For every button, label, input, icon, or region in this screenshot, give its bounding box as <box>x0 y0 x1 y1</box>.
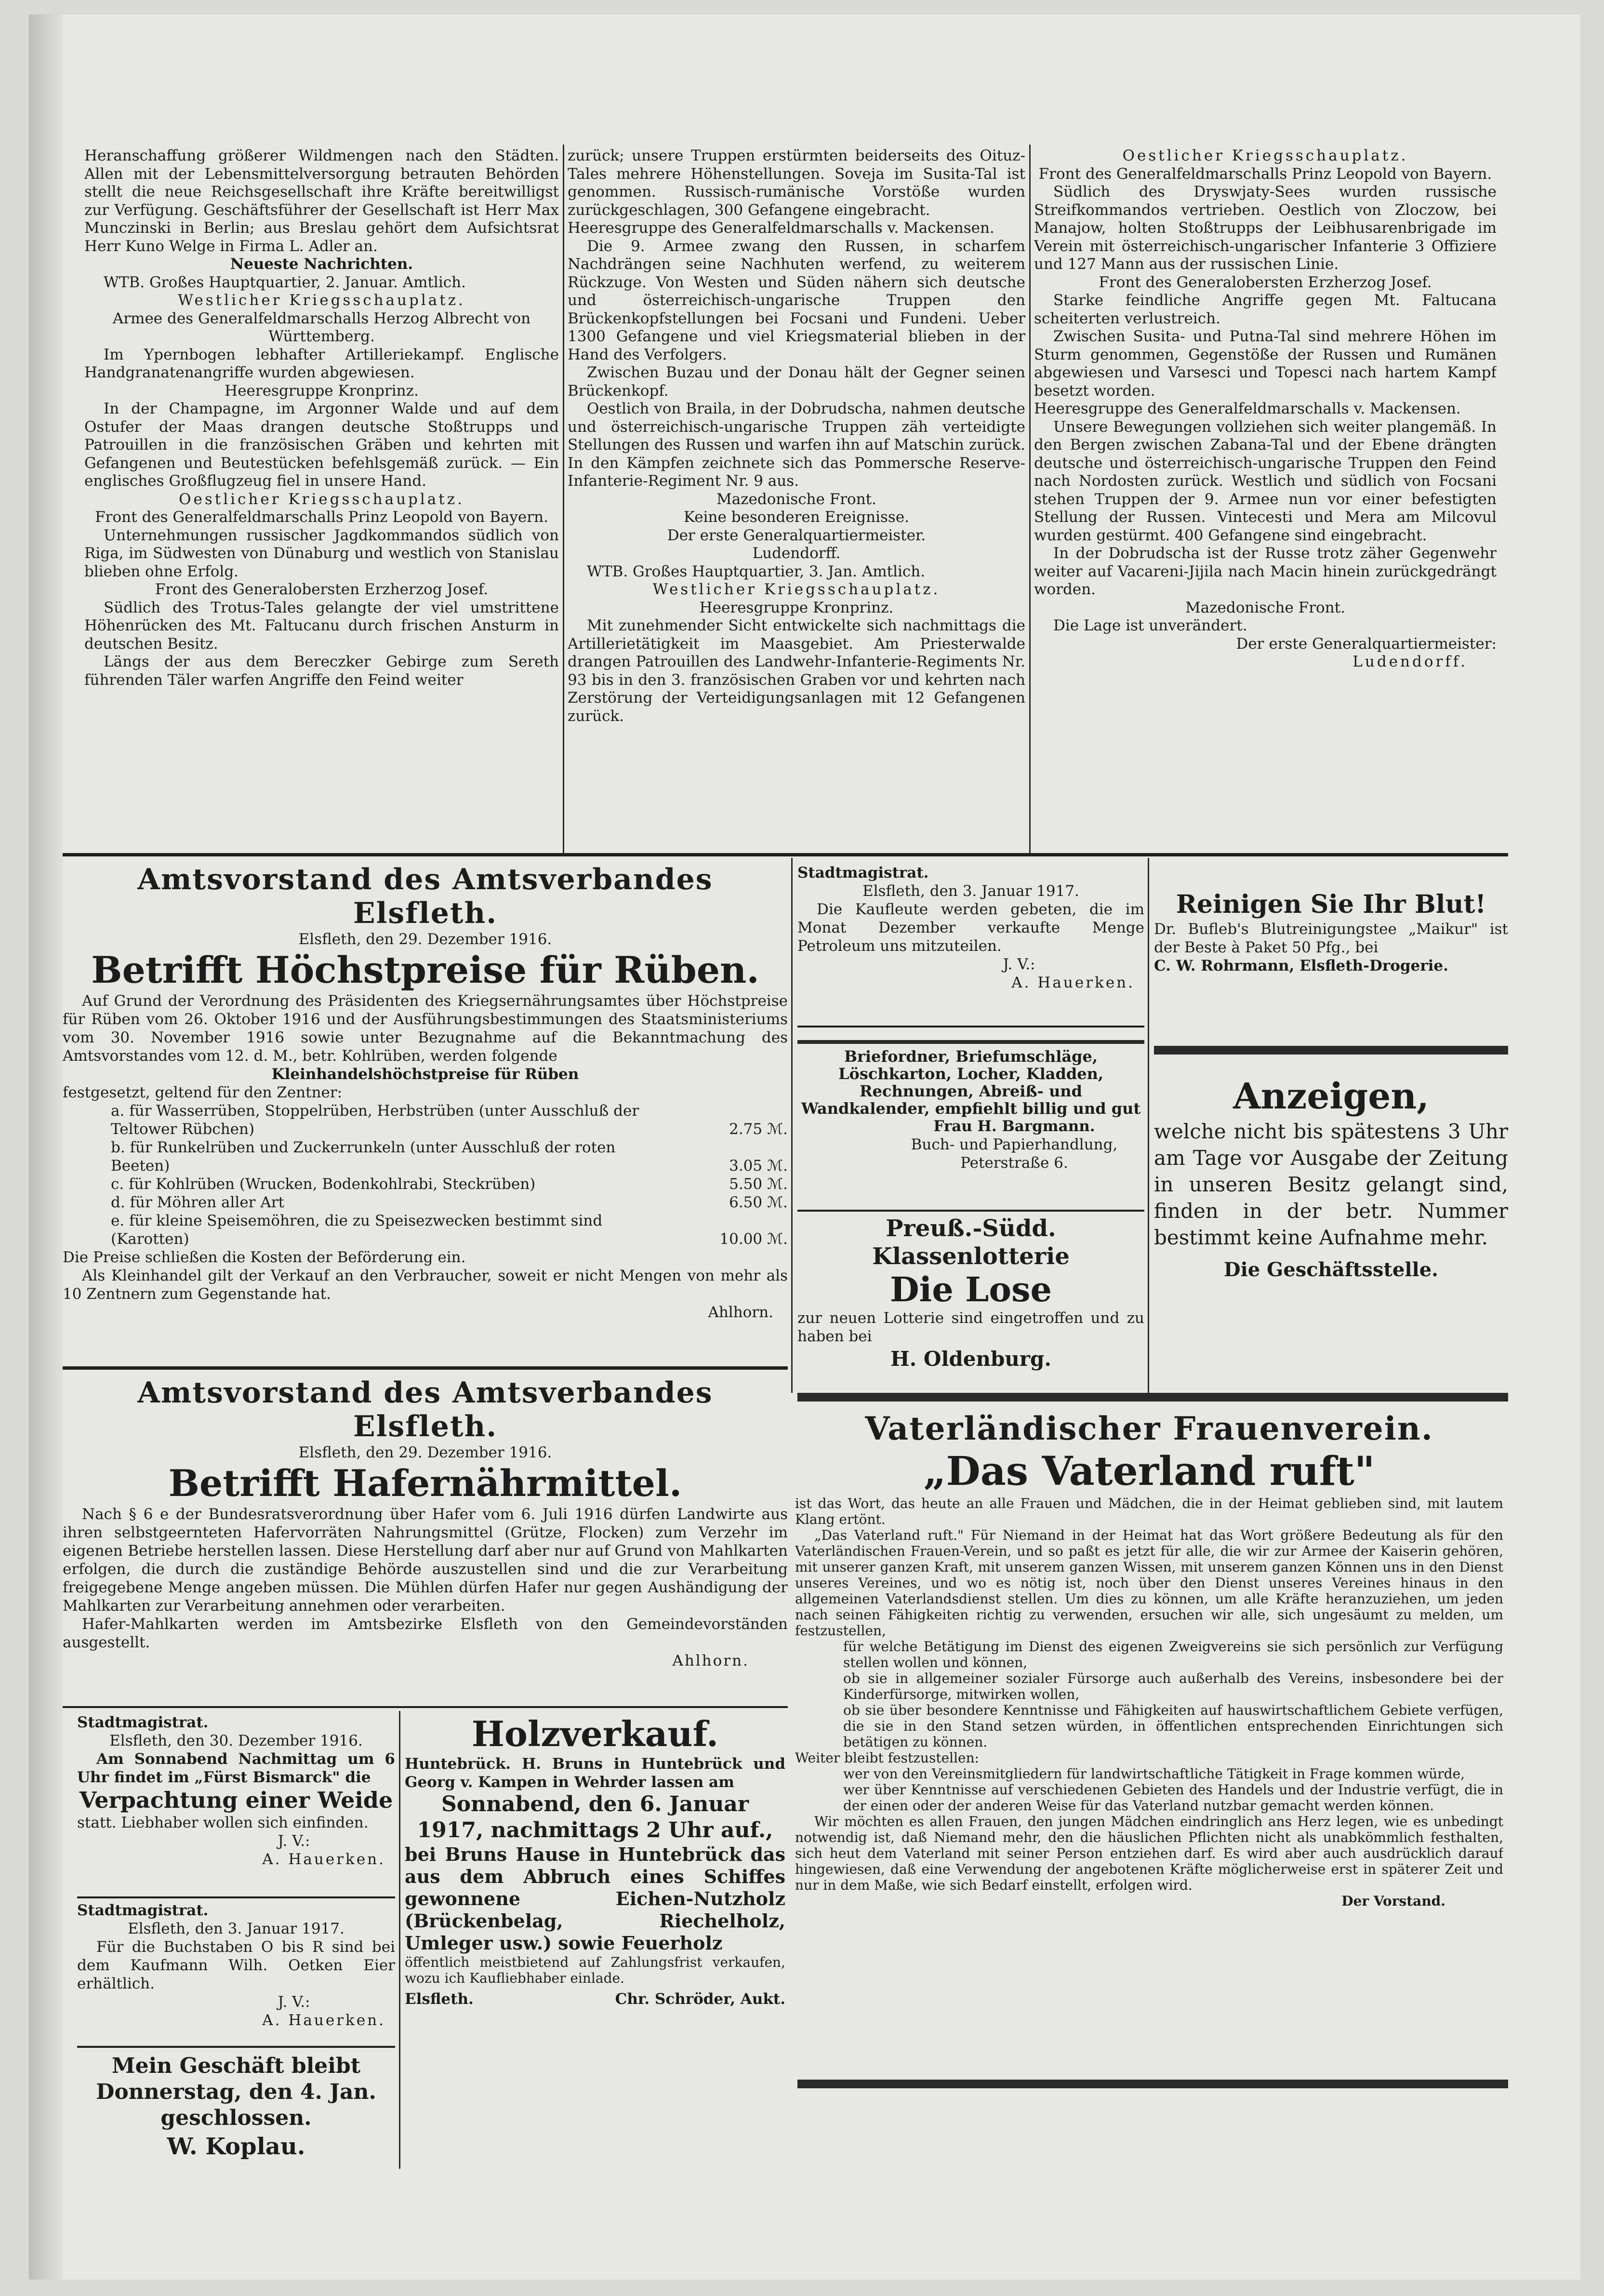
price-label: d. für Möhren aller Art <box>111 1194 285 1211</box>
signature: Chr. Schröder, Aukt. <box>615 1990 785 2008</box>
ad-text: zur neuen Lotterie sind eingetroffen und zu haben bei <box>797 1309 1144 1345</box>
notice-text: wer über Kenntnisse auf verschiedenen Gebieten des Handels und der Industrie verfügt, die in der einen oder der anderen Weise für das Vaterland nutzbar gemacht werden können. <box>843 1782 1503 1814</box>
notice-header: Stadtmagistrat. <box>797 864 929 881</box>
price-list <box>63 1102 788 1248</box>
price-row <box>111 1175 788 1193</box>
signature: Ludendorff. <box>1352 653 1468 670</box>
article-text: Keine besonderen Ereignisse. <box>683 508 910 526</box>
subheading: Mazedonische Front. <box>1185 599 1345 616</box>
signature: A. Hauerken. <box>262 2012 385 2029</box>
ad-rule <box>797 1210 1144 1212</box>
article-text: Unsere Bewegungen vollziehen sich weiter plangemäß. In den Bergen zwischen Zabana-Tal und der Ebene drängten deutsche und österreichisch-ungarische Truppen den Feind nach Nordosten zurück. Westlich und südlich von Focsani stehen Truppen der 9. Armee nun vor einer befestigten Stellung der Russen. Vintecesti und Mera am Milcovul wurden gestürmt. 400 Gefangene sind eingebracht. <box>1034 418 1497 544</box>
article-text: Die 9. Armee zwang den Russen, in scharfem Nachdrängen seine Nachhuten werfend, zu weiterem Rückzuge. Von Westen und Süden nähern sich deutsche und österreichisch-ungarische Truppen den Brückenkopfstellungen bei Focsani und Fundeni. Ueber 1300 Gefangene und viel Kriegsmaterial blieben in der Hand des Verfolgers. <box>568 237 1025 363</box>
subheading: Front des Generalobersten Erzherzog Josef. <box>155 581 489 598</box>
notice-text: Die Preise schließen die Kosten der Beförderung ein. <box>63 1249 466 1266</box>
section-rule <box>63 1366 788 1370</box>
notice-title: Betrifft Hafernährmittel. <box>168 1462 682 1505</box>
notice-text: bei Bruns Hause in Huntebrück das aus dem Abbruch eines Schiffes gewonnene Eichen-Nutzholz (Brückenbelag, Riechelholz, Umleger usw.) sowie Feuerholz <box>405 1843 785 1954</box>
subheading: Mazedonische Front. <box>716 490 876 508</box>
ad-title: Reinigen Sie Ihr Blut! <box>1176 890 1486 919</box>
ad-shop: C. W. Rohrmann, Elsfleth-Drogerie. <box>1154 957 1448 974</box>
notice-header: Stadtmagistrat. <box>77 1714 209 1731</box>
notice-text: Hafer-Mahlkarten werden im Amtsbezirke Elsfleth von den Gemeindevorständen ausgestellt. <box>63 1615 788 1651</box>
ad-big-text: Die Lose <box>889 1269 1052 1309</box>
ad-rule <box>77 1896 395 1898</box>
signature: J. V.: <box>278 1993 310 2011</box>
notice-date: Sonnabend, den 6. Januar 1917, nachmittags 2 Uhr auf., <box>417 1792 773 1842</box>
subheading: Heeresgruppe Kronprinz. <box>225 382 419 400</box>
price-label: c. für Kohlrüben (Wrucken, Bodenkohlrabi, Steckrüben) <box>111 1175 536 1193</box>
ad-koplau <box>77 2053 395 2169</box>
subheading: Heeresgruppe des Generalfeldmarschalls v. Mackensen. <box>568 219 994 237</box>
notice-eier <box>77 1901 395 2046</box>
ad-bar <box>797 2080 1508 2088</box>
subheading: Heeresgruppe des Generalfeldmarschalls v. Mackensen. <box>1034 400 1461 417</box>
subheading: Front des Generalobersten Erzherzog Josef. <box>1099 273 1432 291</box>
dateline: Elsfleth, den 3. Januar 1917. <box>128 1920 345 1937</box>
theater-heading: Westlicher Kriegsschauplatz. <box>178 292 465 309</box>
price-row <box>111 1193 788 1212</box>
notice-header: Stadtmagistrat. <box>77 1902 209 1919</box>
dateline: WTB. Großes Hauptquartier, 3. Jan. Amtlich. <box>587 562 926 580</box>
notice-text: für welche Betätigung im Dienst des eigenen Zweigvereins sie sich persönlich zur Verfügung stellen wollen und können, <box>843 1639 1503 1670</box>
article-text: zurück; unsere Truppen erstürmten beiderseits des Oituz-Tales mehrere Höhenstellungen. Soveja im Susita-Tal ist genommen. Russisch-rumänische Vorstöße wurden zurückgeschlagen, 300 Gefangene eingebracht. <box>568 147 1025 219</box>
ad-line: Peterstraße 6. <box>960 1154 1068 1172</box>
notice-text: ob sie in allgemeiner sozialer Fürsorge auch außerhalb des Vereins, insbesondere bei der Kinderfürsorge, mitwirken wollen, <box>843 1670 1503 1702</box>
article-text: Oestlich von Braila, in der Dobrudscha, nahmen deutsche und österreichisch-ungarische Truppen zäh verteidigte Stellungen des Russen und warfen ihn auf Matschin zurück. In den Kämpfen zeichnete sich das Pommersche Reserve-Infanterie-Regiment Nr. 9 aus. <box>568 400 1025 490</box>
column-divider <box>1148 858 1149 1393</box>
section-heading: Neueste Nachrichten. <box>230 255 413 273</box>
theater-heading: Westlicher Kriegsschauplatz. <box>652 581 941 598</box>
signature: Der Vorstand. <box>1341 1893 1445 1909</box>
newspaper-page <box>29 14 1580 2280</box>
column-divider <box>399 1711 400 2169</box>
column-divider <box>791 858 793 1393</box>
article-text: Zwischen Susita- und Putna-Tal sind mehrere Höhen im Sturm genommen, Gegenstöße der Russen und Rumänen abgewiesen und Varsesci und Topesci nach hartem Kampf besetzt worden. <box>1034 328 1497 400</box>
ad-rule <box>797 1026 1144 1028</box>
price-value: 2.75 ℳ. <box>729 1121 788 1138</box>
news-column-1 <box>84 147 559 853</box>
subheading: Front des Generalfeldmarschalls Prinz Leopold von Bayern. <box>95 508 548 526</box>
article-text: Längs der aus dem Bereczker Gebirge zum Sereth führenden Täler warfen Angriffe den Feind weiter <box>84 653 559 689</box>
dateline: Elsfleth, den 29. Dezember 1916. <box>298 931 552 948</box>
article-text: Unternehmungen russischer Jagdkommandos südlich von Riga, im Südwesten von Dünaburg und westlich von Stanislau blieben ohne Erfolg. <box>84 526 559 580</box>
signature: J. V.: <box>1003 956 1035 973</box>
news-column-3 <box>1034 147 1497 853</box>
notice-holz <box>405 1713 785 2169</box>
ad-name: H. Oldenburg. <box>890 1347 1052 1371</box>
signature-title: Der erste Generalquartiermeister. <box>667 526 926 544</box>
notice-rueben <box>63 863 788 1359</box>
signature: J. V.: <box>278 1832 310 1850</box>
subheading: Front des Generalfeldmarschalls Prinz Leopold von Bayern. <box>1038 165 1492 183</box>
ad-anzeigen <box>1154 1075 1508 1345</box>
price-row <box>111 1102 788 1138</box>
place: Elsfleth. <box>405 1990 474 2008</box>
article-text: Starke feindliche Angriffe gegen Mt. Faltucana scheiterten verlustreich. <box>1034 292 1497 327</box>
ad-rule <box>77 2046 395 2048</box>
notice-body <box>795 1495 1503 1909</box>
article-text: Im Ypernbogen lebhafter Artilleriekampf. Englische Handgranatenangriffe wurden abgewiesen. <box>84 346 559 381</box>
dateline: WTB. Großes Hauptquartier, 2. Januar. Amtlich. <box>104 273 466 291</box>
signature: A. Hauerken. <box>262 1851 385 1868</box>
column-divider <box>1029 145 1031 853</box>
article-text: Südlich des Trotus-Tales gelangte der viel umstrittene Höhenrücken des Mt. Faltucanu durch frischen Ansturm in deutschen Besitz. <box>84 599 559 653</box>
notice-header: Vaterländischer Frauenverein. <box>865 1410 1433 1447</box>
article-text: Heranschaffung größerer Wildmengen nach den Städten. Allen mit der Lebensmittelversorgung betrauten Behörden stellt die neue Reichsgesellschaft ihre Kräfte bereitwilligst zur Verfügung. Geschäftsführer der Gesellschaft ist Herr Max Munczinski in Berlin; aus Breslau gehört dem Aufsichtsrat Herr Kuno Welge in Firma L. Adler an. <box>84 147 559 255</box>
price-value: 3.05 ℳ. <box>729 1157 788 1175</box>
notice-text: Wir möchten es allen Frauen, den jungen Mädchen eindringlich ans Herz legen, wie es unbedingt notwendig ist, daß Niemand mehr, den die häuslichen Pflichten nicht als unabkömmlich festhalten, sich heut dem Vaterland mit seiner Person entziehen darf. Es wird aber auch ausdrücklich darauf hingewiesen, daß eine Verwendung der angebotenen Kräfte möglicherweise erst in späterer Zeit und nur in dem Maße, wie sich Bedarf einstellt, erfolgen wird. <box>795 1814 1503 1893</box>
notice-text: statt. Liebhaber wollen sich einfinden. <box>77 1814 369 1831</box>
ad-text: Mein Geschäft bleibt Donnerstag, den 4. Jan. geschlossen. <box>96 2054 376 2130</box>
price-value: 6.50 ℳ. <box>729 1194 788 1211</box>
price-row <box>111 1212 788 1248</box>
price-value: 10.00 ℳ. <box>719 1230 788 1248</box>
ad-bargmann <box>797 1040 1144 1204</box>
ad-name: Frau H. Bargmann. <box>933 1118 1095 1135</box>
section-rule <box>63 1706 788 1708</box>
notice-text: Nach § 6 e der Bundesratsverordnung über Hafer vom 6. Juli 1916 dürfen Landwirte aus ihren selbstgeernteten Hafervorräten Nahrungsmittel (Grütze, Flocken) zum Verzehr im eigenen Betriebe herstellen lassen. Diese Herstellung darf aber nur auf Grund von Mahlkarten erfolgen, die durch die zuständige Behörde auszustellen sind und die zur Verarbeitung freigegebene Menge angeben müssen. Die Mühlen dürfen Hafer nur gegen Aushändigung der Mahlkarten zur Verarbeitung annehmen oder verarbeiten. <box>63 1506 788 1615</box>
article-text: In der Champagne, im Argonner Walde und auf dem Ostufer der Maas drangen deutsche Stoßtrupps und Patrouillen in die französischen Gräben und kehrten mit Gefangenen und Beutestücken befehlsgemäß zurück. — Ein englisches Großflugzeug fiel in unsere Hand. <box>84 400 559 490</box>
subheading: Armee des Generalfeldmarschalls Herzog Albrecht von Württemberg. <box>112 309 531 345</box>
notice-subhead: Kleinhandelshöchstpreise für Rüben <box>271 1066 579 1083</box>
dateline: Elsfleth, den 3. Januar 1917. <box>862 882 1079 900</box>
article-text: Mit zunehmender Sicht entwickelte sich nachmittags die Artillerietätigkeit im Maasgebiet. Am Priesterwalde drangen Patrouillen des Landwehr-Infanterie-Regiments Nr. 93 bis in den 3. französischen Graben vor und kehrten nach Zerstörung der Verteidigungsanlagen mit 12 Gefangenen zurück. <box>568 617 1025 725</box>
ad-blut <box>1154 889 1508 995</box>
notice-title: „Das Vaterland ruft" <box>923 1448 1375 1495</box>
notice-footer <box>405 1990 785 2008</box>
ad-signature: W. Koplau. <box>167 2133 305 2160</box>
signature: Ludendorff. <box>752 545 841 562</box>
article-text: Zwischen Buzau und der Donau hält der Gegner seinen Brückenkopf. <box>568 364 1025 400</box>
page-fold-shadow <box>29 14 63 2280</box>
notice-text: „Das Vaterland ruft." Für Niemand in der Heimat hat das Wort größere Bedeutung als für den Vaterländischen Frauen-Verein, und so paßt es jetzt für alle, die wir zur Armee der Kaiserin gehören, mit unserer ganzen Kraft, mit unserem ganzen Wissen, mit unserem ganzen Können uns in den Dienst unseres Vereines, und wo es nötig ist, noch über den Dienst unseres Vereines hinaus in den allgemeinen Vaterlandsdienst stellen. Um dies zu können, um alle Kräfte heranzuziehen, um jeden nach seinen Fähigkeiten richtig zu verwenden, ersuchen wir alle, sich ungesäumt zu melden, um festzustellen, <box>795 1527 1503 1639</box>
theater-heading: Oestlicher Kriegsschauplatz. <box>179 490 464 508</box>
price-value: 5.50 ℳ. <box>729 1175 788 1193</box>
price-label: e. für kleine Speisemöhren, die zu Speisezwecken bestimmt sind (Karotten) <box>111 1212 603 1248</box>
notice-text: festgesetzt, geltend für den Zentner: <box>63 1084 343 1101</box>
ad-lotterie <box>797 1215 1144 1388</box>
price-label: b. für Runkelrüben und Zuckerrunkeln (unter Ausschluß der roten Beeten) <box>111 1139 616 1175</box>
dateline: Elsfleth, den 29. Dezember 1916. <box>298 1444 552 1461</box>
section-rule <box>63 853 1508 856</box>
notice-text: Die Kaufleute werden gebeten, die im Monat Dezember verkaufte Menge Petroleum uns mitzuteilen. <box>797 901 1144 955</box>
ad-text: Briefordner, Briefumschläge, Löschkarton, Locher, Kladden, Rechnungen, Abreiß- und Wandkalender, empfiehlt billig und gut <box>801 1047 1141 1118</box>
ad-bar <box>797 1393 1508 1402</box>
column-divider <box>563 145 564 853</box>
ad-text: Dr. Bufleb's Blutreinigungstee „Maikur" ist der Beste à Paket 50 Pfg., bei <box>1154 921 1508 956</box>
article-text: In der Dobrudscha ist der Russe trotz zäher Gegenwehr weiter auf Vacareni-Jijila nach Macin hinein zurückgedrängt worden. <box>1034 545 1497 598</box>
notice-frauenverein <box>795 1410 1503 2075</box>
notice-text: ob sie über besondere Kenntnisse und Fähigkeiten auf hauswirtschaftlichem Gebiete verfügen, die sie in den Stand setzen würden, in öffentlichen entsprechenden Einrichtungen sich betätigen zu können. <box>843 1702 1503 1750</box>
theater-heading: Oestlicher Kriegsschauplatz. <box>1122 147 1408 164</box>
notice-text: Auf Grund der Verordnung des Präsidenten des Kriegsernährungsamtes über Höchstpreise für Rüben vom 26. Oktober 1916 und der Ausführungsbestimmungen des Staatsministeriums vom 30. November 1916 sowie unter Bezugnahme auf die Bekanntmachung des Amtsvorstandes vom 12. d. M., betr. Kohlrüben, werden folgende <box>63 992 788 1065</box>
dateline: Elsfleth, den 30. Dezember 1916. <box>109 1732 363 1749</box>
news-column-2 <box>568 147 1025 853</box>
notice-text: Als Kleinhandel gilt der Verkauf an den Verbraucher, soweit er nicht Mengen von mehr als 10 Zentnern zum Gegenstande hat. <box>63 1267 788 1303</box>
notice-title: Verpachtung einer Weide <box>79 1787 393 1813</box>
notice-weide <box>77 1713 395 1896</box>
article-text: Südlich des Dryswjaty-Sees wurden russische Streifkommandos vertrieben. Oestlich von Zloczow, bei Manajow, holten Stoßtrupps der Leibhusarenbrigade im Verein mit österreichisch-ungarischer Infanterie 3 Offiziere und 127 Mann aus der russischen Linie. <box>1034 183 1497 273</box>
notice-text: ist das Wort, das heute an alle Frauen und Mädchen, die in der Heimat geblieben sind, mit lautem Klang ertönt. <box>795 1495 1503 1527</box>
price-row <box>111 1138 788 1175</box>
subheading: Heeresgruppe Kronprinz. <box>699 599 894 616</box>
ad-title: Anzeigen, <box>1233 1076 1429 1117</box>
ad-title: Preuß.-Südd. Klassenlotterie <box>872 1215 1070 1270</box>
signature: Ahlhorn. <box>708 1304 773 1321</box>
signature: A. Hauerken. <box>1011 974 1135 991</box>
ad-line: Buch- und Papierhandlung, <box>911 1136 1118 1153</box>
ad-bar <box>1154 1046 1508 1055</box>
ad-text: welche nicht bis spätestens 3 Uhr am Tage vor Ausgabe der Zeitung in unseren Besitz gelangt sind, finden in der betr. Nummer bestimmt keine Aufnahme mehr. <box>1154 1120 1508 1249</box>
signature-title: Der erste Generalquartiermeister: <box>1236 635 1497 653</box>
notice-text: wer von den Vereinsmitgliedern für landwirtschaftliche Tätigkeit in Frage kommen würde, <box>843 1766 1465 1782</box>
ad-signature: Die Geschäftsstelle. <box>1223 1258 1439 1281</box>
notice-header: Amtsvorstand des Amtsverbandes Elsfleth. <box>137 1376 713 1443</box>
notice-title: Betrifft Höchstpreise für Rüben. <box>91 948 759 991</box>
notice-text: Am Sonnabend Nachmittag um 6 Uhr findet im „Fürst Bismarck" die <box>77 1750 395 1786</box>
notice-header: Amtsvorstand des Amtsverbandes Elsfleth. <box>137 863 713 930</box>
notice-text: Weiter bleibt festzustellen: <box>795 1750 980 1766</box>
notice-text: Huntebrück. H. Bruns in Huntebrück und Georg v. Kampen in Wehrder lassen am <box>405 1755 785 1791</box>
signature: Ahlhorn. <box>672 1652 749 1669</box>
notice-petroleum <box>797 864 1144 1023</box>
notice-title: Holzverkauf. <box>471 1713 719 1754</box>
notice-text: öffentlich meistbietend auf Zahlungsfrist verkaufen, wozu ich Kaufliebhaber einlade. <box>405 1954 785 1986</box>
price-label: a. für Wasserrüben, Stoppelrüben, Herbstrüben (unter Ausschluß der Teltower Rübchen) <box>111 1102 639 1138</box>
article-text: Die Lage ist unverändert. <box>1053 617 1247 634</box>
notice-text: Für die Buchstaben O bis R sind bei dem Kaufmann Wilh. Oetken Eier erhältlich. <box>77 1938 395 1992</box>
notice-hafer <box>63 1376 788 1704</box>
